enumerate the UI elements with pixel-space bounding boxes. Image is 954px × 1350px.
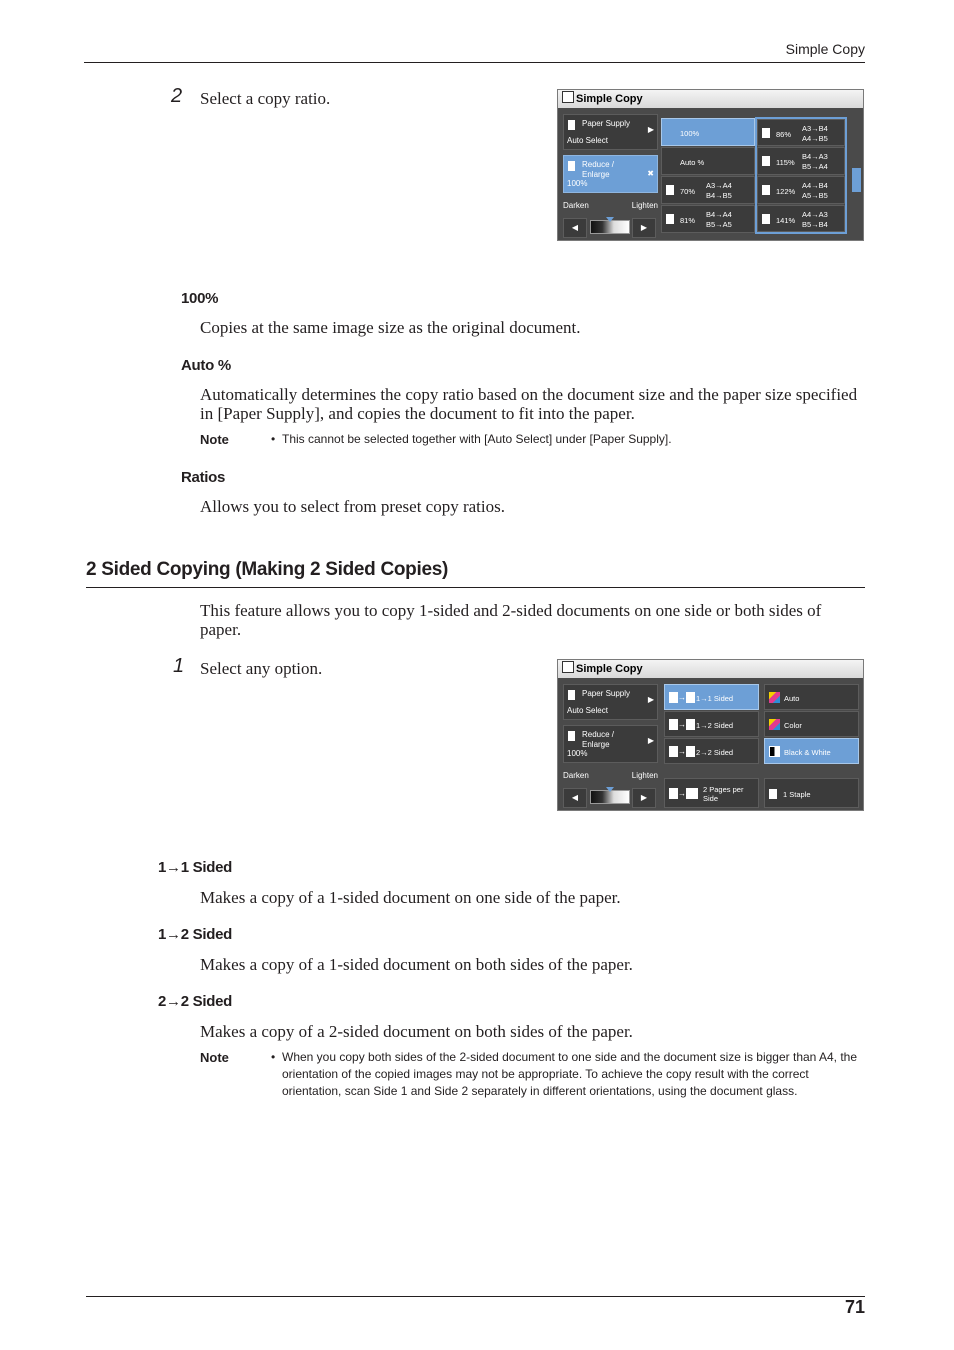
density-marker	[606, 217, 614, 222]
paper-supply-button[interactable]	[563, 684, 658, 720]
running-head: Simple Copy	[785, 41, 865, 57]
screen-title: Simple Copy	[576, 93, 643, 105]
reduce-enlarge-button[interactable]	[563, 155, 658, 193]
chevron-right-icon: ▶	[647, 125, 654, 134]
pages-per-side-label-1: 2 Pages per	[703, 785, 744, 794]
ratio-sizes-2: B5→B4	[802, 220, 828, 229]
note-bullet: •	[271, 432, 276, 446]
ratio-sizes-1: B4→A3	[802, 152, 828, 161]
sided-button-2-2[interactable]	[664, 738, 759, 764]
term-title: Auto %	[181, 357, 231, 374]
ratio-button-auto[interactable]	[661, 147, 755, 175]
screen-title-bar	[558, 660, 863, 678]
ratio-label: 100%	[680, 129, 700, 138]
step-number: 1	[173, 655, 185, 677]
sided-button-1-2[interactable]	[664, 711, 759, 737]
chevron-right-icon: ▶	[647, 695, 654, 704]
paper-supply-value: Auto Select	[567, 706, 608, 715]
color-label: Auto	[784, 694, 800, 703]
ratio-icon	[762, 156, 770, 166]
term-description: Makes a copy of a 1-sided document on both sides of the paper.	[200, 955, 633, 974]
paper-supply-button[interactable]	[563, 114, 658, 150]
arrow-left-icon: ◀	[571, 793, 579, 802]
ratio-sizes-2: B5→A5	[706, 220, 732, 229]
screen-title: Simple Copy	[576, 663, 643, 675]
ratio-label: 115%	[776, 158, 795, 167]
copy-ratio-screen	[557, 89, 864, 241]
two-to-two-sided-icon: →	[669, 746, 695, 758]
pages-per-side-label-2: Side	[703, 794, 719, 803]
reduce-enlarge-value: 100%	[567, 179, 588, 188]
section-rule	[86, 587, 865, 588]
staple-icon	[769, 789, 777, 799]
darken-label: Darken	[563, 771, 589, 780]
auto-color-icon	[769, 692, 780, 703]
ratio-icon	[762, 214, 770, 224]
scrollbar[interactable]	[852, 168, 861, 192]
term-description: Automatically determines the copy ratio based on the document size and the paper size specified in [Paper Supply], and copies the document to fit into the paper.	[200, 385, 858, 423]
color-button-auto[interactable]	[764, 684, 859, 710]
screen-title-bar	[558, 90, 863, 108]
note-label: Note	[200, 1050, 229, 1065]
lighten-button[interactable]	[632, 218, 656, 238]
sided-button-1-1[interactable]	[664, 684, 759, 710]
ratio-icon	[762, 128, 770, 138]
ratio-icon	[666, 214, 674, 224]
ratio-sizes-1: A4→B4	[802, 181, 828, 190]
note-label: Note	[200, 432, 229, 447]
lighten-button[interactable]	[632, 788, 656, 808]
ratio-button-115[interactable]	[757, 147, 845, 175]
ratio-sizes-1: B4→A4	[706, 210, 732, 219]
note-bullet: •	[271, 1050, 276, 1064]
density-marker	[606, 787, 614, 792]
ratio-sizes-2: B4→B5	[706, 191, 732, 200]
reduce-enlarge-label-1: Reduce /	[582, 160, 615, 169]
reduce-enlarge-label-2: Enlarge	[582, 170, 610, 179]
ratio-button-70[interactable]	[661, 176, 755, 204]
term-description: Copies at the same image size as the original document.	[200, 318, 581, 337]
term-description: Makes a copy of a 1-sided document on one side of the paper.	[200, 888, 621, 907]
sided-label: 2→2 Sided	[696, 748, 734, 757]
ratio-label: 86%	[776, 130, 792, 139]
term-description: Makes a copy of a 2-sided document on both sides of the paper.	[200, 1022, 633, 1041]
density-meter	[590, 220, 630, 234]
section-intro: This feature allows you to copy 1-sided and 2-sided documents on one side or both sides of paper.	[200, 601, 822, 639]
ratio-sizes-1: A3→B4	[802, 124, 828, 133]
darken-label: Darken	[563, 201, 589, 210]
ratio-sizes-2: A4→B5	[802, 134, 828, 143]
ratio-label: 70%	[680, 187, 696, 196]
ratio-button-122[interactable]	[757, 176, 845, 204]
density-meter	[590, 790, 630, 804]
lighten-label: Lighten	[631, 201, 658, 210]
color-button-color[interactable]	[764, 711, 859, 737]
ratio-sizes-1: A4→A3	[802, 210, 828, 219]
ratio-label: Auto %	[680, 158, 705, 167]
ratio-label: 81%	[680, 216, 696, 225]
reduce-enlarge-label-2: Enlarge	[582, 740, 610, 749]
copy-icon	[562, 661, 574, 673]
section-title: 2 Sided Copying (Making 2 Sided Copies)	[86, 559, 449, 580]
ratio-icon	[762, 185, 770, 195]
term-title: 1→2 Sided	[158, 926, 232, 943]
footer-rule	[86, 1296, 865, 1297]
one-to-one-sided-icon: →	[669, 692, 695, 704]
ratio-sizes-1: A3→A4	[706, 181, 732, 190]
ratio-button-86[interactable]	[757, 119, 845, 146]
full-color-icon	[769, 719, 780, 730]
color-button-black-white[interactable]	[764, 738, 859, 764]
paper-supply-label: Paper Supply	[582, 689, 631, 698]
reduce-enlarge-button[interactable]	[563, 725, 658, 763]
staple-button[interactable]	[764, 778, 859, 808]
copy-icon	[562, 91, 574, 103]
darken-button[interactable]	[563, 218, 587, 238]
ratio-label: 141%	[776, 216, 796, 225]
black-white-icon	[769, 746, 780, 757]
pages-per-side-icon: →	[669, 788, 698, 800]
term-title: Ratios	[181, 469, 226, 486]
note-text: This cannot be selected together with [Auto Select] under [Paper Supply].	[282, 432, 672, 446]
ratio-button-141[interactable]	[757, 205, 845, 232]
step-text: Select any option.	[200, 659, 323, 678]
reduce-enlarge-icon	[568, 731, 575, 741]
staple-label: 1 Staple	[783, 790, 811, 799]
reduce-enlarge-label-1: Reduce /	[582, 730, 615, 739]
term-title: 1→1 Sided	[158, 859, 232, 876]
sided-label: 1→1 Sided	[696, 694, 734, 703]
darken-button[interactable]	[563, 788, 587, 808]
note-text: When you copy both sides of the 2-sided document to one side and the document size is bigger than A4, the orientation of the copied images may not be appropriate. To achieve the copy result with the correct orientation, scan Side 1 and Side 2 separately in different orientations, using the document glass.	[282, 1050, 858, 1098]
step-text: Select a copy ratio.	[200, 89, 331, 108]
ratio-sizes-2: A5→B5	[802, 191, 828, 200]
one-to-two-sided-icon: →	[669, 719, 695, 731]
paper-supply-label: Paper Supply	[582, 119, 631, 128]
step-number: 2	[171, 85, 183, 107]
paper-icon	[568, 120, 575, 130]
pages-per-side-button[interactable]	[664, 778, 759, 808]
arrow-left-icon: ◀	[571, 223, 579, 232]
color-label: Black & White	[784, 748, 831, 757]
term-title: 2→2 Sided	[158, 993, 232, 1010]
page-number: 71	[844, 1297, 865, 1317]
color-label: Color	[784, 721, 802, 730]
two-sided-screen	[557, 659, 864, 811]
reduce-enlarge-icon	[568, 161, 575, 171]
close-icon[interactable]: ✖	[647, 169, 654, 178]
reduce-enlarge-value: 100%	[567, 749, 588, 758]
ratio-icon	[666, 185, 674, 195]
ratio-label: 122%	[776, 187, 796, 196]
arrow-right-icon: ▶	[640, 223, 648, 232]
term-description: Allows you to select from preset copy ratios.	[200, 497, 505, 516]
paper-supply-value: Auto Select	[567, 136, 608, 145]
sided-label: 1→2 Sided	[696, 721, 734, 730]
chevron-right-icon: ▶	[647, 736, 654, 745]
ratio-sizes-2: B5→A4	[802, 162, 828, 171]
ratio-button-81[interactable]	[661, 205, 755, 233]
term-title: 100%	[181, 290, 219, 307]
arrow-right-icon: ▶	[640, 793, 648, 802]
lighten-label: Lighten	[631, 771, 658, 780]
paper-icon	[568, 690, 575, 700]
header-rule	[84, 62, 865, 63]
ratio-button-100[interactable]	[661, 118, 755, 146]
